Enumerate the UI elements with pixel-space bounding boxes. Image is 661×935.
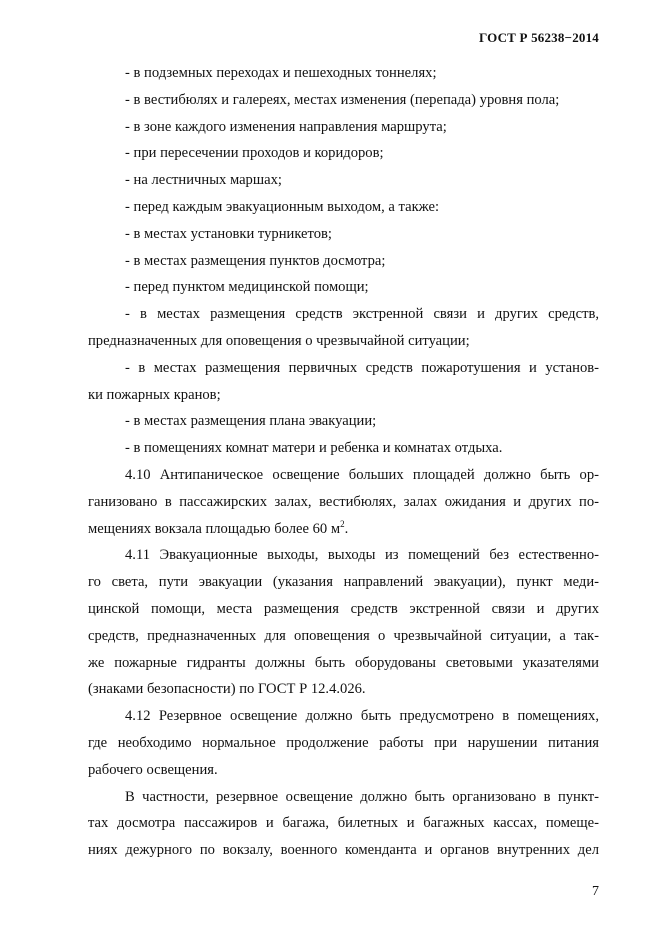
paragraph-4-11-line: (знаками безопасности) по ГОСТ Р 12.4.026.: [88, 681, 366, 698]
paragraph-4-12-line: где необходимо нормальное продолжение работы при нарушении питания: [88, 734, 599, 751]
paragraph-4-10-line-last: [88, 516, 599, 543]
list-item-line: - в местах размещения средств экстренной связи и других средств,: [125, 306, 599, 323]
paragraph-4-12-line: 4.12 Резервное освещение должно быть предусмотрено в помещениях,: [125, 708, 599, 725]
paragraph-particular-line: ниях дежурного по вокзалу, военного коменданта и органов внутренних дел: [88, 842, 599, 859]
paragraph-4-10-line: ганизовано в пассажирских залах, вестибюлях, залах ожидания и других по-: [88, 493, 599, 510]
paragraph-4-11-line: цинской помощи, места размещения средств экстренной связи и других: [88, 600, 599, 617]
list-item: - в местах размещения плана эвакуации;: [125, 413, 377, 430]
paragraph-4-10-end: .: [344, 520, 349, 537]
paragraph-4-10-line: 4.10 Антипаническое освещение больших площадей должно быть ор-: [125, 466, 599, 483]
list-item: - в подземных переходах и пешеходных тоннелях;: [125, 65, 437, 81]
list-item: - при пересечении проходов и коридоров;: [125, 145, 384, 162]
list-item-line: ки пожарных кранов;: [88, 386, 221, 403]
document-code-header: ГОСТ Р 56238−2014: [478, 30, 599, 45]
list-item: - в местах размещения пунктов досмотра;: [125, 252, 386, 269]
list-item: - в зоне каждого изменения направления маршрута;: [125, 118, 447, 135]
list-item-line: - в местах размещения первичных средств пожаротушения и установ-: [125, 359, 599, 376]
list-item-line: предназначенных для оповещения о чрезвычайной ситуации;: [88, 332, 470, 349]
list-item: - на лестничных маршах;: [125, 172, 282, 189]
paragraph-particular-line: В частности, резервное освещение должно быть организовано в пункт-: [125, 788, 599, 805]
paragraph-4-11-line: 4.11 Эвакуационные выходы, выходы из помещений без естественно-: [125, 547, 599, 564]
list-item: - в помещениях комнат матери и ребенка и комнатах отдыха.: [125, 440, 503, 457]
superscript: 2: [340, 518, 345, 529]
paragraph-4-11-line: го света, пути эвакуации (указания направлений эвакуации), пункт меди-: [88, 574, 599, 591]
paragraph-4-11-line: же пожарные гидранты должны быть оборудованы световыми указателями: [88, 654, 599, 671]
list-item: - перед каждым эвакуационным выходом, а также:: [125, 198, 440, 215]
page-number: 7: [592, 884, 599, 899]
paragraph-4-12-line: рабочего освещения.: [88, 761, 218, 778]
paragraph-4-11-line: средств, предназначенных для оповещения о чрезвычайной ситуации, а так-: [88, 627, 599, 644]
document-body: [88, 60, 599, 864]
list-item: - в местах установки турникетов;: [125, 225, 332, 242]
paragraph-particular-line: тах досмотра пассажиров и багажа, билетных и багажных кассах, помеще-: [88, 815, 599, 832]
paragraph-4-10-text: мещениях вокзала площадью более 60 м: [88, 520, 341, 537]
list-item: - в вестибюлях и галереях, местах изменения (перепада) уровня пола;: [125, 91, 560, 108]
list-item: - перед пунктом медицинской помощи;: [125, 279, 369, 296]
